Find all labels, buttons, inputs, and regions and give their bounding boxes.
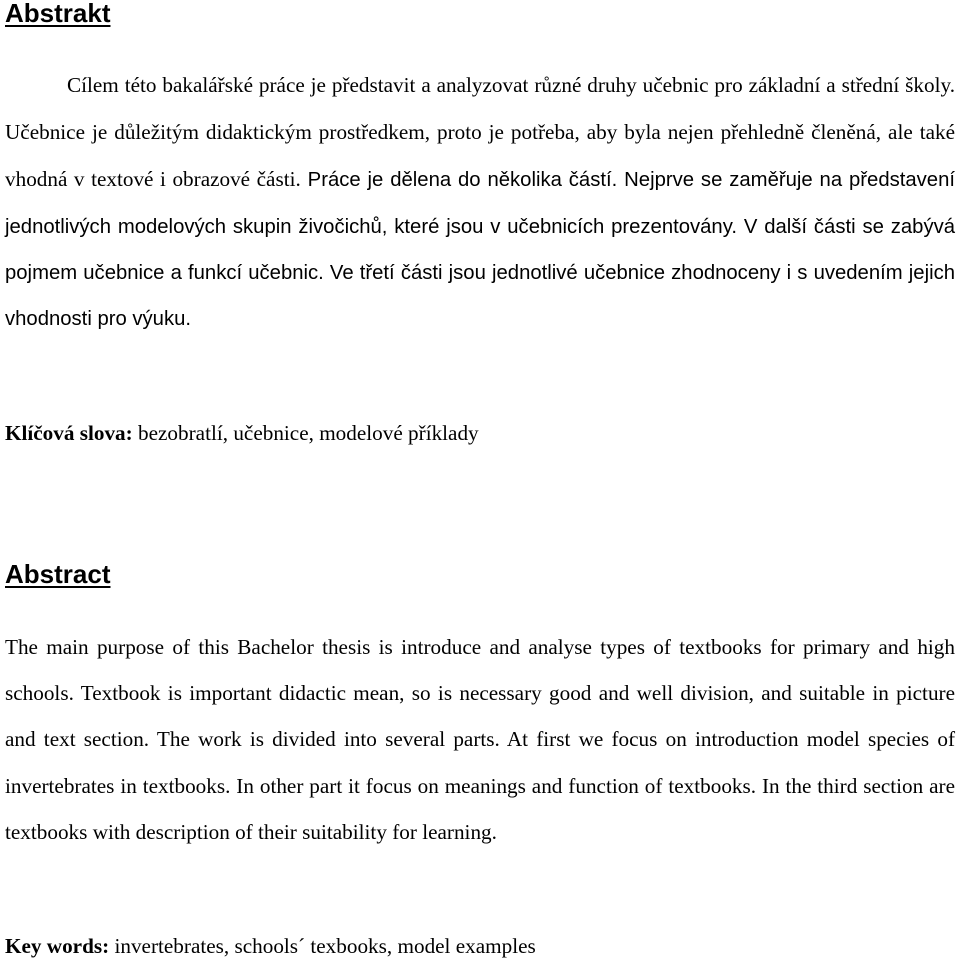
klicova-slova	[5, 423, 479, 444]
klicova-slova-label: Klíčová slova:	[5, 421, 133, 445]
klicova-slova-value: bezobratlí, učebnice, modelové příklady	[132, 421, 479, 445]
key-words-value: invertebrates, schools´ texbooks, model examples	[109, 934, 536, 958]
abstract-heading: Abstract	[5, 559, 111, 589]
abstrakt-paragraph	[5, 62, 955, 342]
key-words-label: Key words:	[5, 934, 110, 958]
abstrakt-paragraph-rest: Práce je dělena do několika částí. Nejprve se zaměřuje na představení jednotlivých modelových skupin živočichů, které jsou v učebnicích prezentovány. V další části se zabývá pojmem učebnice a funkcí učebnic. Ve třetí části jsou jednotlivé učebnice zhodnoceny i s uvedením jejich vhodnosti pro výuku.	[5, 169, 955, 331]
abstract-paragraph: The main purpose of this Bachelor thesis is introduce and analyse types of textbooks for primary and high schools. Textbook is important didactic mean, so is necessary good and well division, and suitable in picture and text section. The work is divided into several parts. At first we focus on introduction model species of invertebrates in textbooks. In other part it focus on meanings and function of textbooks. In the third section are textbooks with description of their suitability for learning.	[5, 635, 955, 844]
key-words	[5, 936, 536, 957]
abstrakt-heading: Abstrakt	[5, 0, 111, 28]
abstrakt-paragraph-lead: Cílem této bakalářské práce je představit a analyzovat různé druhy učebnic pro základní a střední školy. Učebnice je důležitým didaktickým prostředkem, proto je potřeba, aby byla nejen přehledně členěná, ale také vhodná v textové i obrazové části.	[5, 73, 955, 192]
